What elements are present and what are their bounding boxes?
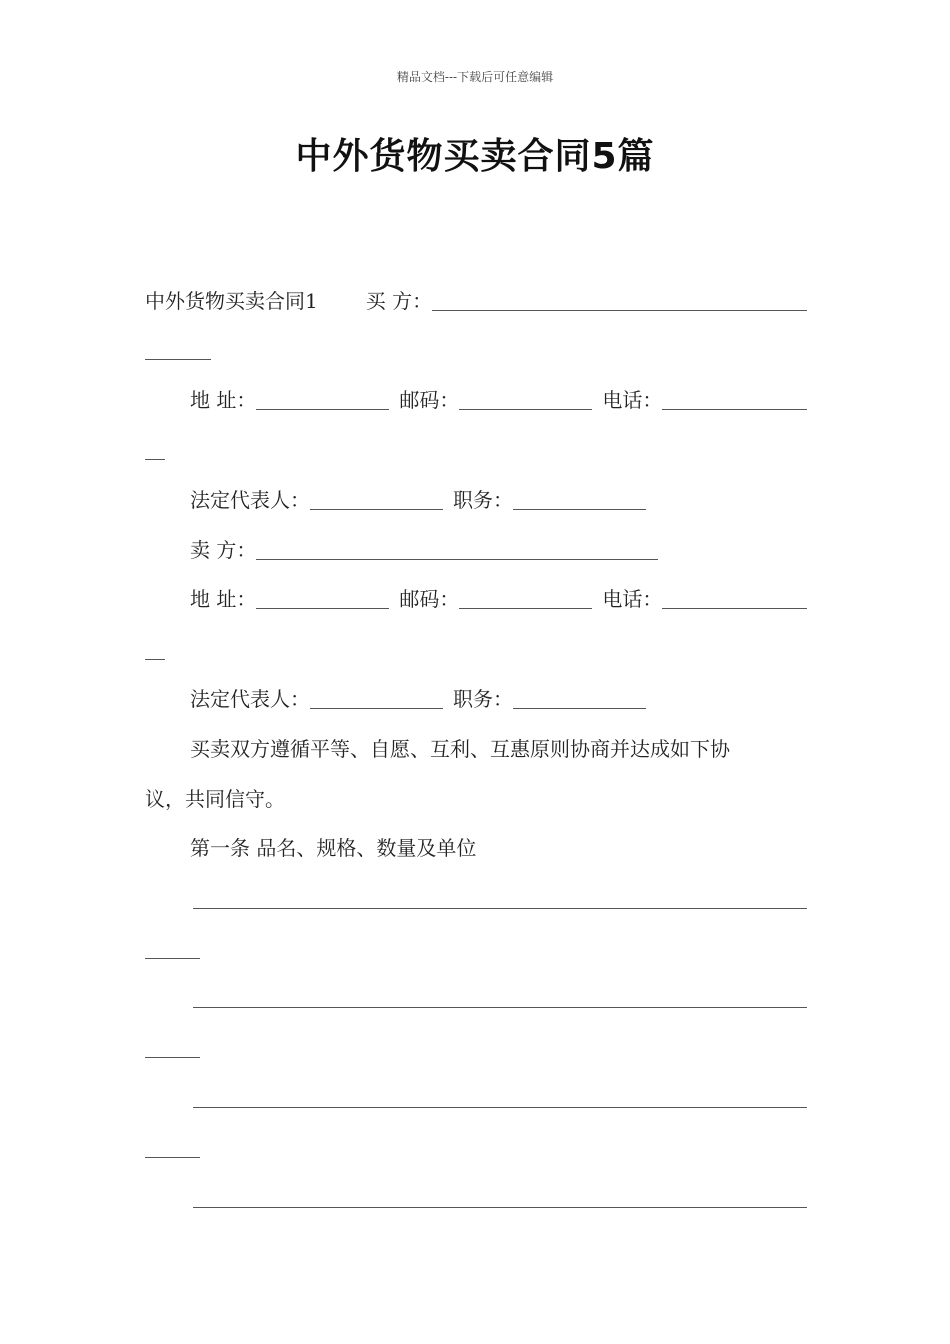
- seller-address-label: 地 址：: [190, 587, 257, 611]
- buyer-name-blank-continued: [145, 358, 211, 360]
- buyer-postcode-blank[interactable]: [459, 389, 592, 410]
- buyer-phone-label: 电话：: [602, 388, 663, 412]
- article-1-blank-line[interactable]: [193, 1106, 807, 1108]
- buyer-position-label: 职务：: [453, 488, 513, 512]
- article-1-blank-line[interactable]: [193, 907, 807, 909]
- buyer-address-line: [190, 385, 807, 415]
- seller-phone-label: 电话：: [602, 587, 663, 611]
- seller-rep-blank[interactable]: [310, 688, 443, 709]
- seller-phone-blank[interactable]: [662, 588, 807, 609]
- buyer-line: [145, 286, 807, 316]
- seller-address-blank[interactable]: [256, 588, 389, 609]
- intro-paragraph-line-1: 买卖双方遵循平等、自愿、互利、互惠原则协商并达成如下协: [190, 737, 730, 761]
- article-1-heading: 第一条 品名、规格、数量及单位: [190, 836, 477, 860]
- seller-address-line: [190, 584, 807, 614]
- buyer-party-label: 买 方：: [365, 289, 433, 313]
- buyer-rep-label: 法定代表人：: [190, 488, 310, 512]
- contract-label: 中外货物买卖合同1: [145, 289, 318, 313]
- document-title: 中外货物买卖合同5篇: [295, 136, 655, 177]
- buyer-phone-blank[interactable]: [662, 389, 807, 410]
- seller-postcode-label: 邮码：: [399, 587, 460, 611]
- buyer-name-blank[interactable]: [432, 290, 807, 311]
- seller-party-label: 卖 方：: [190, 538, 257, 562]
- article-1-blank-line[interactable]: [193, 1206, 807, 1208]
- buyer-rep-blank[interactable]: [310, 489, 443, 510]
- seller-position-label: 职务：: [453, 687, 513, 711]
- seller-name-blank[interactable]: [256, 539, 658, 560]
- seller-line: [190, 535, 807, 565]
- intro-paragraph-line-2: 议，共同信守。: [145, 787, 285, 811]
- buyer-address-label: 地 址：: [190, 388, 257, 412]
- article-1-blank-line-continued: [145, 957, 200, 959]
- buyer-address-blank[interactable]: [256, 389, 389, 410]
- page-header: 精品文档---下载后可任意编辑: [396, 70, 554, 84]
- seller-rep-label: 法定代表人：: [190, 687, 310, 711]
- seller-position-blank[interactable]: [513, 688, 646, 709]
- buyer-position-blank[interactable]: [513, 489, 646, 510]
- article-1-blank-line-continued: [145, 1156, 200, 1158]
- seller-phone-blank-continued: [145, 658, 165, 660]
- buyer-rep-line: [190, 485, 807, 515]
- article-1-blank-line[interactable]: [193, 1006, 807, 1008]
- seller-rep-line: [190, 684, 807, 714]
- article-1-blank-line-continued: [145, 1056, 200, 1058]
- buyer-postcode-label: 邮码：: [399, 388, 460, 412]
- seller-postcode-blank[interactable]: [459, 588, 592, 609]
- buyer-phone-blank-continued: [145, 458, 165, 460]
